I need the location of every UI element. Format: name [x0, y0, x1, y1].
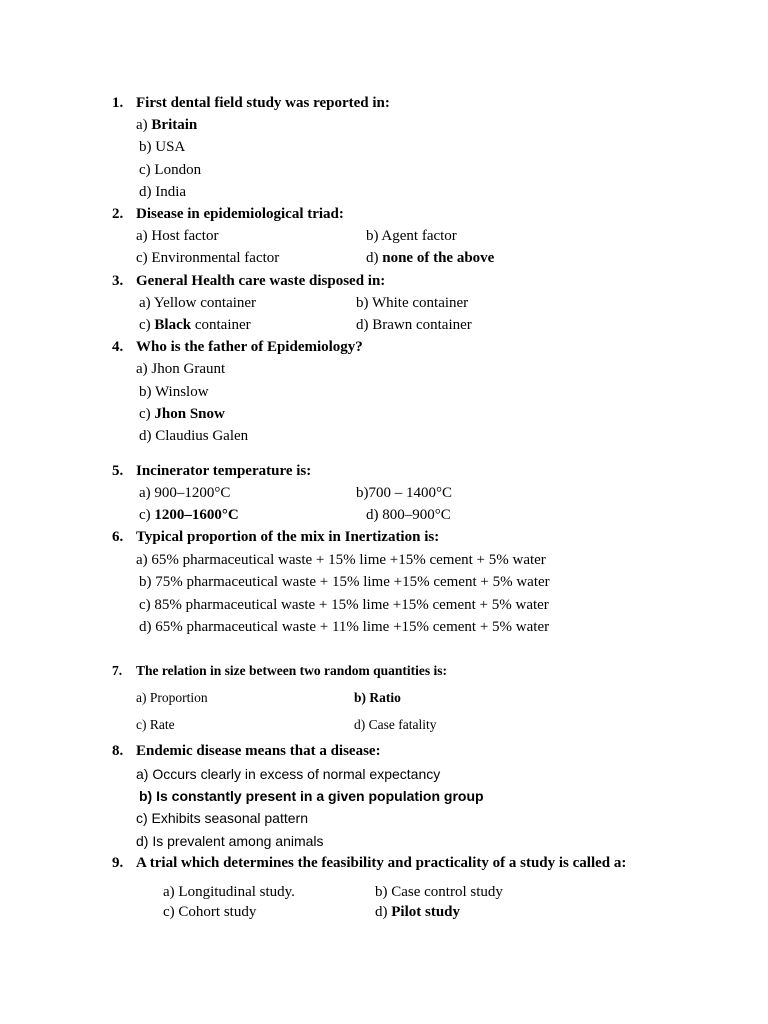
q2-option-d-answer: none of the above [382, 250, 495, 266]
q7-option-b: b) Ratio [354, 690, 401, 705]
question-9-number: 9. [112, 855, 124, 871]
q9-option-d [375, 905, 460, 920]
q7-option-c: c) Rate [136, 717, 175, 732]
question-7-number: 7. [112, 663, 123, 678]
q7-option-a: a) Proportion [136, 690, 208, 705]
q4-option-b: b) Winslow [139, 384, 209, 400]
q2-option-c: c) Environmental factor [136, 250, 280, 266]
q8-option-c: c) Exhibits seasonal pattern [136, 810, 308, 826]
q9-option-b: b) Case control study [375, 884, 503, 900]
q7-option-d: d) Case fatality [354, 717, 437, 732]
q3-option-b: b) White container [356, 295, 469, 311]
question-7-text: The relation in size between two random quantities is: [136, 663, 447, 678]
q9-option-d-answer: Pilot study [391, 904, 461, 920]
question-8-text: Endemic disease means that a disease: [136, 743, 381, 759]
q5-option-d: d) 800–900°C [366, 507, 451, 523]
question-2-text: Disease in epidemiological triad: [136, 206, 344, 222]
q2-option-a: a) Host factor [136, 228, 219, 244]
q2-option-d-prefix: d) [366, 250, 383, 266]
q8-option-a: a) Occurs clearly in excess of normal expectancy [136, 766, 441, 782]
q1-option-a-answer: Britain [151, 117, 198, 133]
question-6-text: Typical proportion of the mix in Inertization is: [136, 529, 440, 545]
q5-option-c-answer: 1200–1600°C [154, 507, 239, 523]
q6-option-d: d) 65% pharmaceutical waste + 11% lime +15% cement + 5% water [139, 619, 550, 635]
question-4-text: Who is the father of Epidemiology? [136, 339, 363, 355]
q4-option-d: d) Claudius Galen [139, 428, 249, 444]
q6-option-b: b) 75% pharmaceutical waste + 15% lime +15% cement + 5% water [139, 574, 550, 590]
q5-option-c [139, 508, 239, 523]
question-8-number: 8. [112, 743, 124, 759]
q3-option-c [139, 318, 251, 333]
q9-option-a: a) Longitudinal study. [163, 884, 295, 900]
q1-option-b: b) USA [139, 139, 186, 155]
question-6-number: 6. [112, 529, 124, 545]
question-4-number: 4. [112, 339, 124, 355]
question-3-text: General Health care waste disposed in: [136, 273, 386, 289]
q4-option-c-prefix: c) [139, 406, 155, 422]
question-2-number: 2. [112, 206, 124, 222]
q1-option-d: d) India [139, 184, 187, 200]
q9-option-d-prefix: d) [375, 904, 392, 920]
q6-option-c: c) 85% pharmaceutical waste + 15% lime +15% cement + 5% water [139, 597, 549, 613]
question-5-number: 5. [112, 463, 124, 479]
q4-option-a: a) Jhon Graunt [136, 361, 226, 377]
question-5-text: Incinerator temperature is: [136, 463, 312, 479]
q1-option-a [136, 118, 197, 133]
q3-option-a: a) Yellow container [139, 295, 257, 311]
q2-option-b: b) Agent factor [366, 228, 457, 244]
q5-option-a: a) 900–1200°C [139, 485, 231, 501]
q1-option-a-prefix: a) [136, 117, 152, 133]
question-3-number: 3. [112, 273, 124, 289]
q6-option-a: a) 65% pharmaceutical waste + 15% lime +15% cement + 5% water [136, 552, 546, 568]
q2-option-d [366, 251, 494, 266]
q3-option-c-answer: Black [154, 317, 192, 333]
question-9-text: A trial which determines the feasibility and practicality of a study is called a: [136, 855, 627, 871]
q8-option-b: b) Is constantly present in a given population group [139, 788, 484, 804]
question-1-number: 1. [112, 95, 124, 111]
q5-option-b: b)700 – 1400°C [356, 485, 452, 501]
question-1-text: First dental field study was reported in: [136, 95, 390, 111]
q3-option-c-suffix: container [191, 317, 251, 333]
q8-option-d: d) Is prevalent among animals [136, 833, 324, 849]
q3-option-d: d) Brawn container [356, 317, 472, 333]
q4-option-c [139, 407, 225, 422]
q9-option-c: c) Cohort study [163, 904, 257, 920]
q1-option-c: c) London [139, 162, 202, 178]
q4-option-c-answer: Jhon Snow [154, 406, 225, 422]
q5-option-c-prefix: c) [139, 507, 155, 523]
q3-option-c-prefix: c) [139, 317, 155, 333]
